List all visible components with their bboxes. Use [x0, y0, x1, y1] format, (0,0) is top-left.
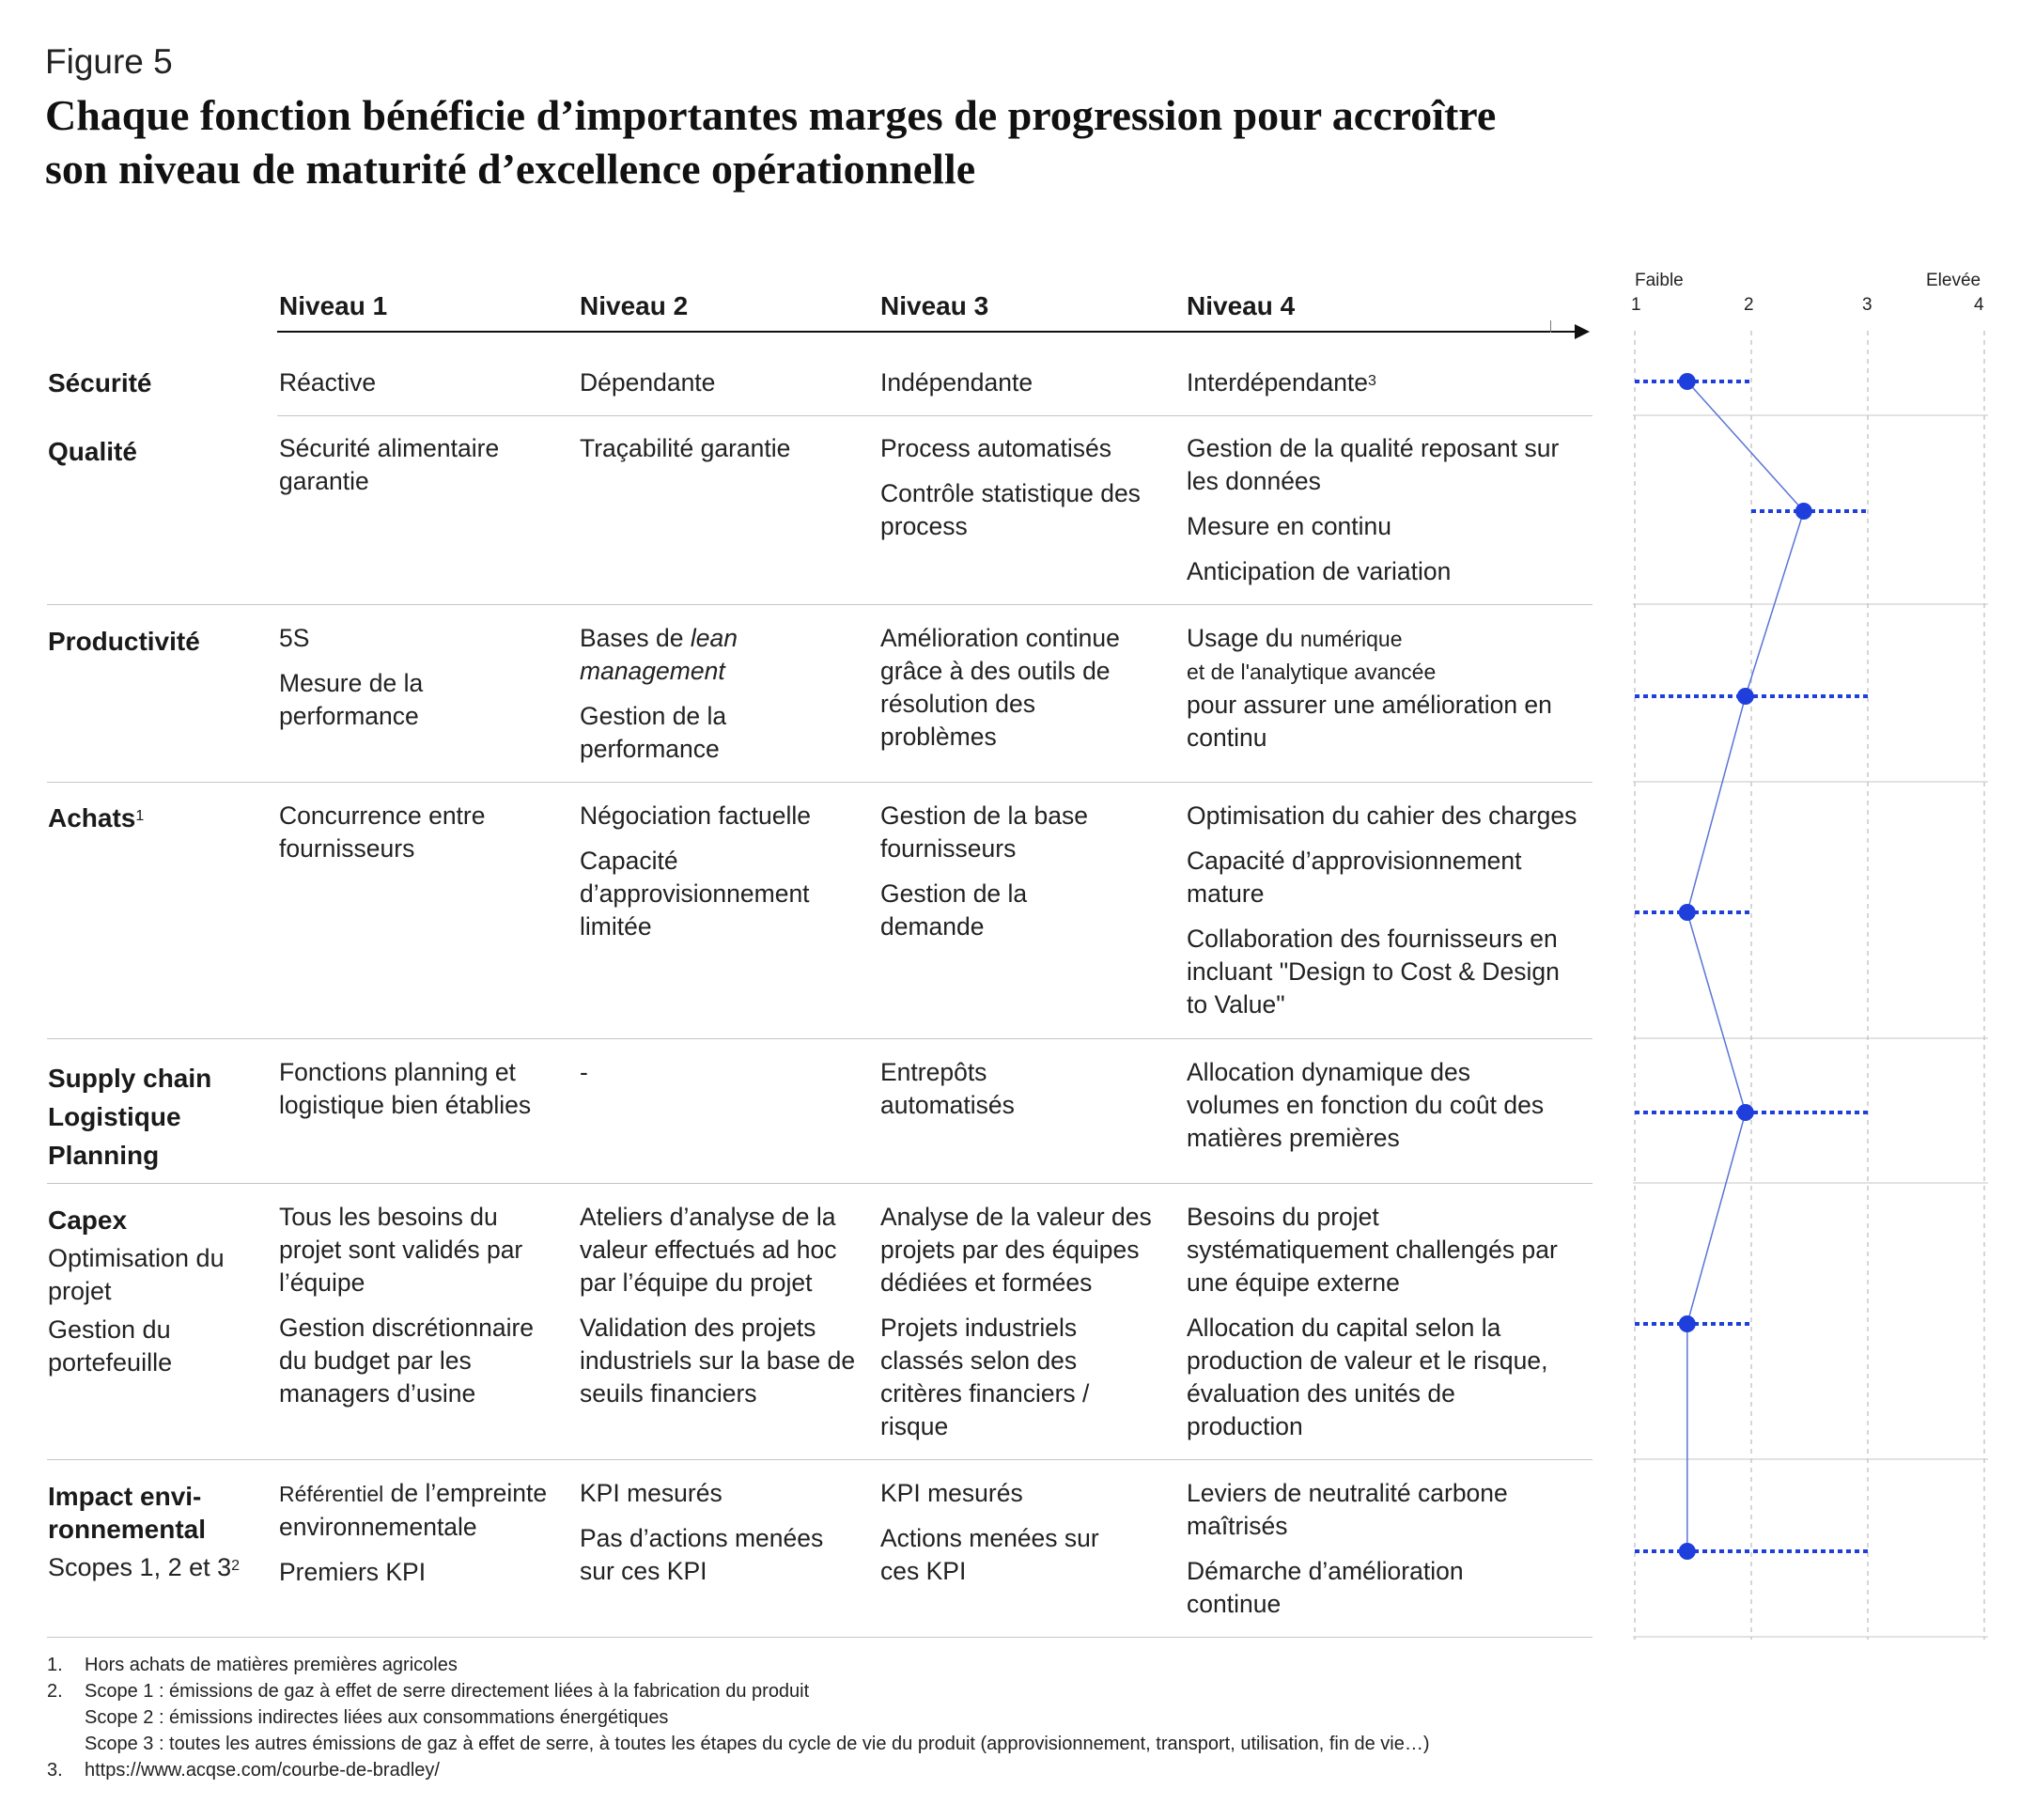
- cell-achats-niveau-4: Optimisation du cahier des charges Capacité d’approvisionnement mature Collaboration des fournisseurs en incluant "Design to Cost & Design to Value": [1187, 801, 1577, 1019]
- footnote: Scope 2 : émissions indirectes liées aux consommations énergétiques: [85, 1707, 669, 1728]
- cell-achats-niveau-2: Négociation factuelle Capacité d’approvisionnement limitée: [580, 801, 812, 941]
- chart-tick-label: 3: [1862, 295, 1872, 315]
- chart-point: [1737, 1104, 1754, 1121]
- cell-productivite-niveau-2: Bases de lean management Gestion de la performance: [580, 624, 738, 763]
- cell-supply-chain-niveau-3: Entrepôts automatisés: [880, 1058, 1015, 1119]
- figure-label: Figure 5: [45, 42, 173, 81]
- row-sublabel: Optimisation du projet: [48, 1244, 225, 1305]
- chart-label-faible: Faible: [1635, 271, 1684, 290]
- cell-supply-chain-niveau-4: Allocation dynamique des volumes en fonction du coût des matières premières: [1187, 1058, 1545, 1152]
- chart-series-line: [1687, 381, 1804, 1551]
- cell-qualite-niveau-1: Sécurité alimentaire garantie: [279, 434, 500, 495]
- cell-impact-niveau-3: KPI mesurés Actions menées sur ces KPI: [880, 1479, 1099, 1585]
- footnote-ref-1: 1: [135, 808, 145, 824]
- row-label-qualite: Qualité: [48, 437, 137, 466]
- cell-impact-niveau-1: Référentiel de l’empreinte environnementale Premiers KPI: [279, 1479, 548, 1586]
- footnote-link[interactable]: 3. https://www.acqse.com/courbe-de-bradley/: [47, 1760, 440, 1781]
- column-header-niveau-2: Niveau 2: [580, 291, 689, 320]
- footnotes: [47, 1652, 1430, 1783]
- row-label-supply-chain: Supply chain Logistique Planning: [48, 1064, 212, 1170]
- title-line-1: Chaque fonction bénéficie d’importantes marges de progression pour accroître: [45, 91, 1497, 139]
- row-sublabel: Gestion du portefeuille: [48, 1315, 173, 1377]
- cell-productivite-niveau-4: Usage du numérique et de l'analytique avancée pour assurer une amélioration en continu: [1187, 624, 1552, 752]
- row-label-productivite: Productivité: [48, 627, 200, 656]
- cell-impact-niveau-2: KPI mesurés Pas d’actions menées sur ces KPI: [580, 1479, 824, 1585]
- chart-point: [1795, 503, 1812, 520]
- cell-securite-niveau-2: Dépendante: [580, 368, 716, 397]
- cell-productivite-niveau-1: 5S Mesure de la performance: [279, 624, 424, 730]
- chart-label-elevee: Elevée: [1926, 271, 1981, 290]
- cell-productivite-niveau-3: Amélioration continue grâce à des outils de résolution des problèmes: [880, 624, 1120, 751]
- cell-achats-niveau-3: Gestion de la base fournisseurs Gestion de la demande: [880, 801, 1088, 941]
- cell-securite-niveau-3: Indépendante: [880, 368, 1033, 397]
- footnote: 2. Scope 1 : émissions de gaz à effet de serre directement liées à la fabrication du produit: [47, 1681, 810, 1702]
- footnote-ref-2: 2: [231, 1558, 241, 1574]
- lean-management-text: lean management: [580, 624, 738, 685]
- cell-qualite-niveau-3: Process automatisés Contrôle statistique des process: [880, 434, 1141, 540]
- cell-securite-niveau-1: Réactive: [279, 368, 377, 397]
- chart-tick-label: 4: [1974, 295, 1984, 315]
- footnote-ref-3: 3: [1368, 373, 1376, 389]
- cell-qualite-niveau-4: Gestion de la qualité reposant sur les données Mesure en continu Anticipation de variation: [1187, 434, 1560, 585]
- column-header-niveau-1: Niveau 1: [279, 291, 388, 320]
- chart-point: [1679, 1315, 1696, 1332]
- row-label-impact-environnemental: Impact envi- ronnemental Scopes 1, 2 et $3^2$: [48, 1482, 241, 1581]
- chart-tick-label: 1: [1631, 295, 1641, 315]
- chart-tick-label: 2: [1744, 295, 1754, 315]
- row-label-securite: Sécurité: [48, 368, 152, 397]
- cell-capex-niveau-1: Tous les besoins du projet sont validés par l’équipe Gestion discrétionnaire du budget par les managers d’usine: [279, 1203, 535, 1408]
- cell-capex-niveau-3: Analyse de la valeur des projets par des équipes dédiées et formées Projets industriels classés selon des critères financiers / risque: [880, 1203, 1152, 1440]
- cell-supply-chain-niveau-1: Fonctions planning et logistique bien établies: [279, 1058, 532, 1119]
- chart-point: [1679, 1543, 1696, 1560]
- column-header-niveau-4: Niveau 4: [1187, 291, 1296, 320]
- cell-supply-chain-niveau-2: -: [580, 1058, 588, 1086]
- cell-securite-niveau-4: Interdépendante$^3$: [1187, 368, 1376, 397]
- column-header-niveau-3: Niveau 3: [880, 291, 989, 320]
- cell-achats-niveau-1: Concurrence entre fournisseurs: [279, 801, 486, 863]
- cell-impact-niveau-4: Leviers de neutralité carbone maîtrisés Démarche d’amélioration continue: [1187, 1479, 1508, 1618]
- footnote: Scope 3 : toutes les autres émissions de gaz à effet de serre, à toutes les étapes du cycle de vie du produit (approvisionnement, transport, utilisation, fin de vie…): [85, 1734, 1430, 1754]
- chart-point: [1679, 904, 1696, 921]
- chart-point: [1737, 688, 1754, 705]
- cell-qualite-niveau-2: Traçabilité garantie: [580, 434, 791, 462]
- row-label-capex: Capex Optimisation du projet Gestion du portefeuille: [48, 1204, 236, 1379]
- footnote: 1. Hors achats de matières premières agricoles: [47, 1655, 458, 1675]
- chart-point: [1679, 373, 1696, 390]
- cell-capex-niveau-4: Besoins du projet systématiquement challengés par une équipe externe Allocation du capital selon la production de valeur et le risque, évaluation des unités de production: [1187, 1203, 1558, 1440]
- cell-capex-niveau-2: Ateliers d’analyse de la valeur effectués ad hoc par l’équipe du projet Validation des projets industriels sur la base de seuils financiers: [580, 1203, 856, 1408]
- title-line-2: son niveau de maturité d’excellence opérationnelle: [45, 145, 976, 193]
- row-label-achats: Achats$^1$: [48, 803, 145, 832]
